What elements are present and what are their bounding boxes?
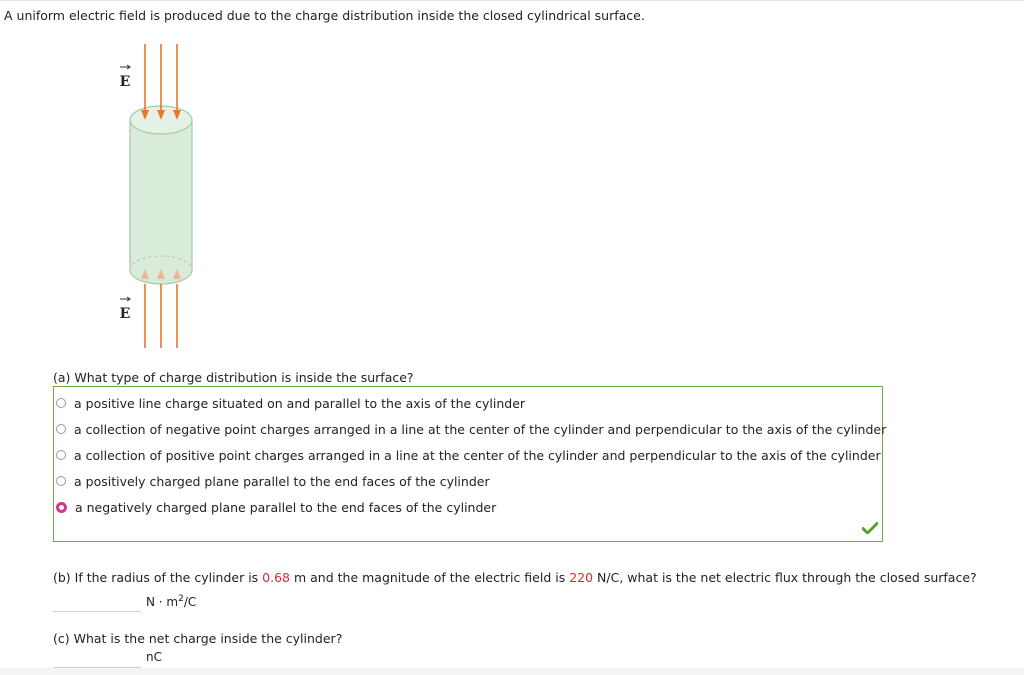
radio-button-selected[interactable] [56, 502, 67, 513]
charge-unit: nC [146, 650, 162, 664]
field-value: 220 [569, 570, 594, 585]
option-positive-plane[interactable] [54, 473, 490, 489]
field-label-bottom [120, 297, 131, 322]
radio-button[interactable] [56, 476, 66, 486]
question-b: (b) If the radius of the cylinder is 0.68 m and the magnitude of the electric field is 220 N/C, what is the net electric flux through the closed surface? [53, 570, 977, 585]
option-negative-plane[interactable] [54, 499, 496, 515]
problem-statement: A uniform electric field is produced due to the charge distribution inside the closed cylindrical surface. [4, 8, 645, 23]
option-positive-line-charge[interactable] [54, 395, 525, 411]
field-label-top [120, 65, 131, 90]
option-label: a negatively charged plane parallel to the end faces of the cylinder [75, 499, 497, 515]
cylinder-body [130, 120, 192, 270]
top-divider [0, 0, 1024, 1]
cylinder-field-figure [100, 40, 220, 352]
svg-text:E: E [119, 74, 131, 90]
bottom-edge [0, 668, 1024, 675]
option-label: a positive line charge situated on and parallel to the axis of the cylinder [74, 395, 526, 411]
radio-button[interactable] [56, 398, 66, 408]
radius-value: 0.68 [262, 570, 291, 585]
question-c: (c) What is the net charge inside the cylinder? [53, 631, 343, 646]
option-label: a collection of negative point charges arranged in a line at the center of the cylinder and perpendicular to the axis of the cylinder [74, 421, 887, 437]
flux-answer-input[interactable] [53, 589, 141, 612]
option-label: a collection of positive point charges arranged in a line at the center of the cylinder and perpendicular to the axis of the cylinder [74, 447, 881, 463]
option-label: a positively charged plane parallel to the end faces of the cylinder [74, 473, 490, 489]
svg-text:E: E [119, 306, 131, 322]
question-a: (a) What type of charge distribution is inside the surface? [53, 370, 414, 385]
radio-button[interactable] [56, 424, 66, 434]
option-positive-point-charges[interactable] [54, 447, 881, 463]
answer-a-options [53, 386, 887, 542]
check-icon [862, 522, 878, 537]
flux-unit: $N \cdot m^2/C$ [146, 594, 197, 609]
radio-button[interactable] [56, 450, 66, 460]
charge-answer-input[interactable] [53, 645, 141, 668]
option-negative-point-charges[interactable] [54, 421, 886, 437]
